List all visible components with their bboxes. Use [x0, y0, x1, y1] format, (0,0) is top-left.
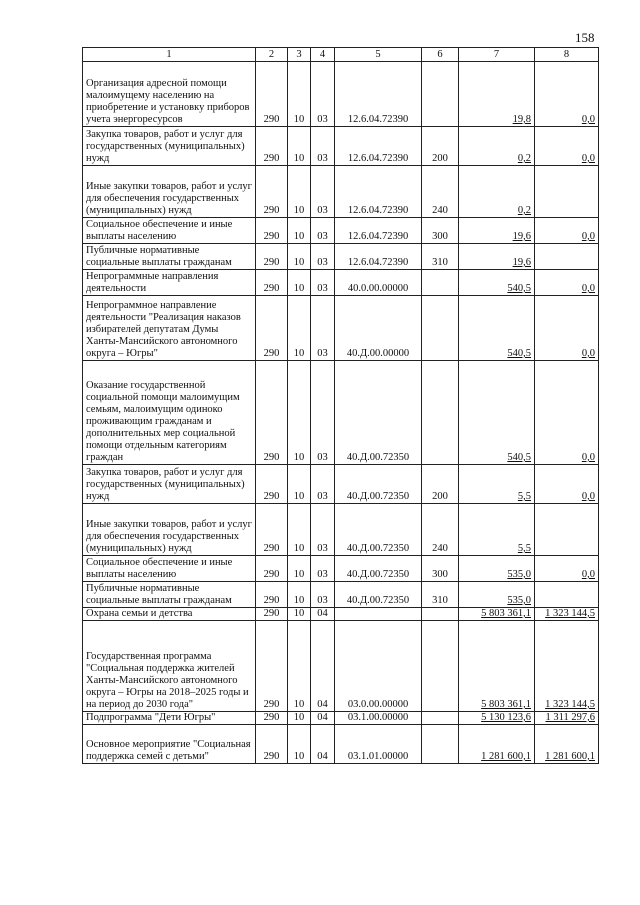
name-cell: Иные закупки товаров, работ и услуг для обеспечения государственных (муниципальных) нужд	[83, 504, 256, 556]
target-article-cell: 40.Д.00.72350	[335, 361, 422, 465]
code-cell: 290	[256, 361, 288, 465]
expense-type-cell	[422, 712, 459, 725]
target-article-cell: 40.Д.00.72350	[335, 556, 422, 582]
target-article-cell: 03.0.00.00000	[335, 621, 422, 712]
code-cell: 290	[256, 582, 288, 608]
name-cell: Охрана семьи и детства	[83, 608, 256, 621]
code-cell: 290	[256, 166, 288, 218]
expense-type-cell: 310	[422, 582, 459, 608]
target-article-cell: 12.6.04.72390	[335, 244, 422, 270]
code-cell: 290	[256, 296, 288, 361]
amount-cell: 19,8	[459, 62, 535, 127]
table-row	[83, 62, 599, 127]
amount-cell: 19,6	[459, 218, 535, 244]
section-cell: 10	[288, 270, 311, 296]
code-cell: 290	[256, 712, 288, 725]
name-cell: Публичные нормативные социальные выплаты гражданам	[83, 582, 256, 608]
expense-type-cell	[422, 296, 459, 361]
code-cell: 290	[256, 127, 288, 166]
name-cell: Непрограммные направления деятельности	[83, 270, 256, 296]
table-row	[83, 556, 599, 582]
amount-cell: 535,0	[459, 582, 535, 608]
name-cell: Оказание государственной социальной помощи малоимущим семьям, малоимущим одиноко проживающим гражданам и дополнительных мер социальной помощи отдельным категориям граждан	[83, 361, 256, 465]
subsection-cell: 04	[311, 712, 335, 725]
amount-federal-cell: 0,0	[535, 127, 599, 166]
table-row	[83, 608, 599, 621]
code-cell: 290	[256, 244, 288, 270]
name-cell: Публичные нормативные социальные выплаты гражданам	[83, 244, 256, 270]
name-cell: Подпрограмма "Дети Югры"	[83, 712, 256, 725]
table-row	[83, 582, 599, 608]
table-row	[83, 166, 599, 218]
amount-cell: 5 803 361,1	[459, 608, 535, 621]
target-article-cell: 40.0.00.00000	[335, 270, 422, 296]
section-cell: 10	[288, 582, 311, 608]
code-cell: 290	[256, 270, 288, 296]
subsection-cell: 04	[311, 725, 335, 764]
code-cell: 290	[256, 621, 288, 712]
target-article-cell: 12.6.04.72390	[335, 127, 422, 166]
amount-federal-cell: 0,0	[535, 62, 599, 127]
section-cell: 10	[288, 166, 311, 218]
target-article-cell: 12.6.04.72390	[335, 62, 422, 127]
name-cell: Закупка товаров, работ и услуг для государственных (муниципальных) нужд	[83, 127, 256, 166]
column-header-4: 4	[311, 48, 335, 62]
table-row	[83, 712, 599, 725]
expense-type-cell: 200	[422, 127, 459, 166]
name-cell: Иные закупки товаров, работ и услуг для обеспечения государственных (муниципальных) нужд	[83, 166, 256, 218]
target-article-cell: 12.6.04.72390	[335, 218, 422, 244]
section-cell: 10	[288, 556, 311, 582]
amount-cell: 535,0	[459, 556, 535, 582]
subsection-cell: 03	[311, 504, 335, 556]
amount-cell: 0,2	[459, 166, 535, 218]
amount-federal-cell: 0,0	[535, 218, 599, 244]
subsection-cell: 03	[311, 270, 335, 296]
section-cell: 10	[288, 621, 311, 712]
section-cell: 10	[288, 296, 311, 361]
amount-cell: 5,5	[459, 504, 535, 556]
amount-cell: 540,5	[459, 270, 535, 296]
column-header-1: 1	[83, 48, 256, 62]
name-cell: Основное мероприятие "Социальная поддержка семей с детьми"	[83, 725, 256, 764]
amount-federal-cell: 0,0	[535, 465, 599, 504]
subsection-cell: 03	[311, 296, 335, 361]
expense-type-cell: 200	[422, 465, 459, 504]
target-article-cell: 40.Д.00.72350	[335, 465, 422, 504]
page-number: 158	[575, 30, 595, 45]
amount-cell: 0,2	[459, 127, 535, 166]
name-cell: Закупка товаров, работ и услуг для государственных (муниципальных) нужд	[83, 465, 256, 504]
section-cell: 10	[288, 465, 311, 504]
amount-cell: 5,5	[459, 465, 535, 504]
table-body	[83, 62, 599, 764]
amount-federal-cell: 1 323 144,5	[535, 608, 599, 621]
column-header-6: 6	[422, 48, 459, 62]
header-row	[83, 48, 599, 62]
amount-cell: 19,6	[459, 244, 535, 270]
code-cell: 290	[256, 725, 288, 764]
subsection-cell: 04	[311, 621, 335, 712]
subsection-cell: 03	[311, 556, 335, 582]
subsection-cell: 03	[311, 127, 335, 166]
expense-type-cell: 310	[422, 244, 459, 270]
target-article-cell: 03.1.01.00000	[335, 725, 422, 764]
target-article-cell: 03.1.00.00000	[335, 712, 422, 725]
section-cell: 10	[288, 725, 311, 764]
section-cell: 10	[288, 62, 311, 127]
name-cell: Организация адресной помощи малоимущему населению на приобретение и установку приборов учета энергоресурсов	[83, 62, 256, 127]
code-cell: 290	[256, 465, 288, 504]
amount-cell: 5 803 361,1	[459, 621, 535, 712]
amount-federal-cell: 1 323 144,5	[535, 621, 599, 712]
amount-federal-cell: 1 281 600,1	[535, 725, 599, 764]
section-cell: 10	[288, 244, 311, 270]
amount-federal-cell	[535, 244, 599, 270]
amount-federal-cell: 0,0	[535, 270, 599, 296]
column-header-8: 8	[535, 48, 599, 62]
amount-cell: 540,5	[459, 296, 535, 361]
table-row	[83, 244, 599, 270]
expense-type-cell	[422, 361, 459, 465]
target-article-cell: 40.Д.00.72350	[335, 504, 422, 556]
target-article-cell: 40.Д.00.72350	[335, 582, 422, 608]
amount-federal-cell	[535, 504, 599, 556]
column-header-5: 5	[335, 48, 422, 62]
table-row	[83, 361, 599, 465]
amount-cell: 1 281 600,1	[459, 725, 535, 764]
target-article-cell: 40.Д.00.00000	[335, 296, 422, 361]
budget-table	[82, 47, 599, 764]
expense-type-cell	[422, 608, 459, 621]
section-cell: 10	[288, 218, 311, 244]
table-row	[83, 504, 599, 556]
subsection-cell: 04	[311, 608, 335, 621]
subsection-cell: 03	[311, 62, 335, 127]
table-row	[83, 621, 599, 712]
section-cell: 10	[288, 608, 311, 621]
name-cell: Социальное обеспечение и иные выплаты населению	[83, 218, 256, 244]
expense-type-cell: 300	[422, 556, 459, 582]
amount-federal-cell: 0,0	[535, 296, 599, 361]
table-row	[83, 270, 599, 296]
amount-federal-cell	[535, 166, 599, 218]
amount-federal-cell	[535, 582, 599, 608]
table-row	[83, 465, 599, 504]
expense-type-cell	[422, 62, 459, 127]
expense-type-cell	[422, 725, 459, 764]
amount-federal-cell: 1 311 297,6	[535, 712, 599, 725]
subsection-cell: 03	[311, 218, 335, 244]
amount-federal-cell: 0,0	[535, 361, 599, 465]
table-row	[83, 296, 599, 361]
subsection-cell: 03	[311, 361, 335, 465]
code-cell: 290	[256, 218, 288, 244]
column-header-3: 3	[288, 48, 311, 62]
code-cell: 290	[256, 504, 288, 556]
code-cell: 290	[256, 62, 288, 127]
expense-type-cell: 300	[422, 218, 459, 244]
expense-type-cell	[422, 270, 459, 296]
subsection-cell: 03	[311, 166, 335, 218]
section-cell: 10	[288, 712, 311, 725]
table-row	[83, 218, 599, 244]
expense-type-cell: 240	[422, 504, 459, 556]
code-cell: 290	[256, 556, 288, 582]
table-header	[83, 48, 599, 62]
name-cell: Социальное обеспечение и иные выплаты населению	[83, 556, 256, 582]
table-row	[83, 725, 599, 764]
name-cell: Непрограммное направление деятельности "Реализация наказов избирателей депутатам Думы Ханты-Мансийского автономного округа – Югры"	[83, 296, 256, 361]
table-row	[83, 127, 599, 166]
target-article-cell	[335, 608, 422, 621]
subsection-cell: 03	[311, 582, 335, 608]
subsection-cell: 03	[311, 465, 335, 504]
section-cell: 10	[288, 127, 311, 166]
code-cell: 290	[256, 608, 288, 621]
amount-cell: 5 130 123,6	[459, 712, 535, 725]
expense-type-cell: 240	[422, 166, 459, 218]
section-cell: 10	[288, 361, 311, 465]
column-header-7: 7	[459, 48, 535, 62]
column-header-2: 2	[256, 48, 288, 62]
target-article-cell: 12.6.04.72390	[335, 166, 422, 218]
expense-type-cell	[422, 621, 459, 712]
amount-federal-cell: 0,0	[535, 556, 599, 582]
name-cell: Государственная программа "Социальная поддержка жителей Ханты-Мансийского автономного округа – Югры на 2018–2025 годы и на период до 2030 года"	[83, 621, 256, 712]
section-cell: 10	[288, 504, 311, 556]
amount-cell: 540,5	[459, 361, 535, 465]
subsection-cell: 03	[311, 244, 335, 270]
